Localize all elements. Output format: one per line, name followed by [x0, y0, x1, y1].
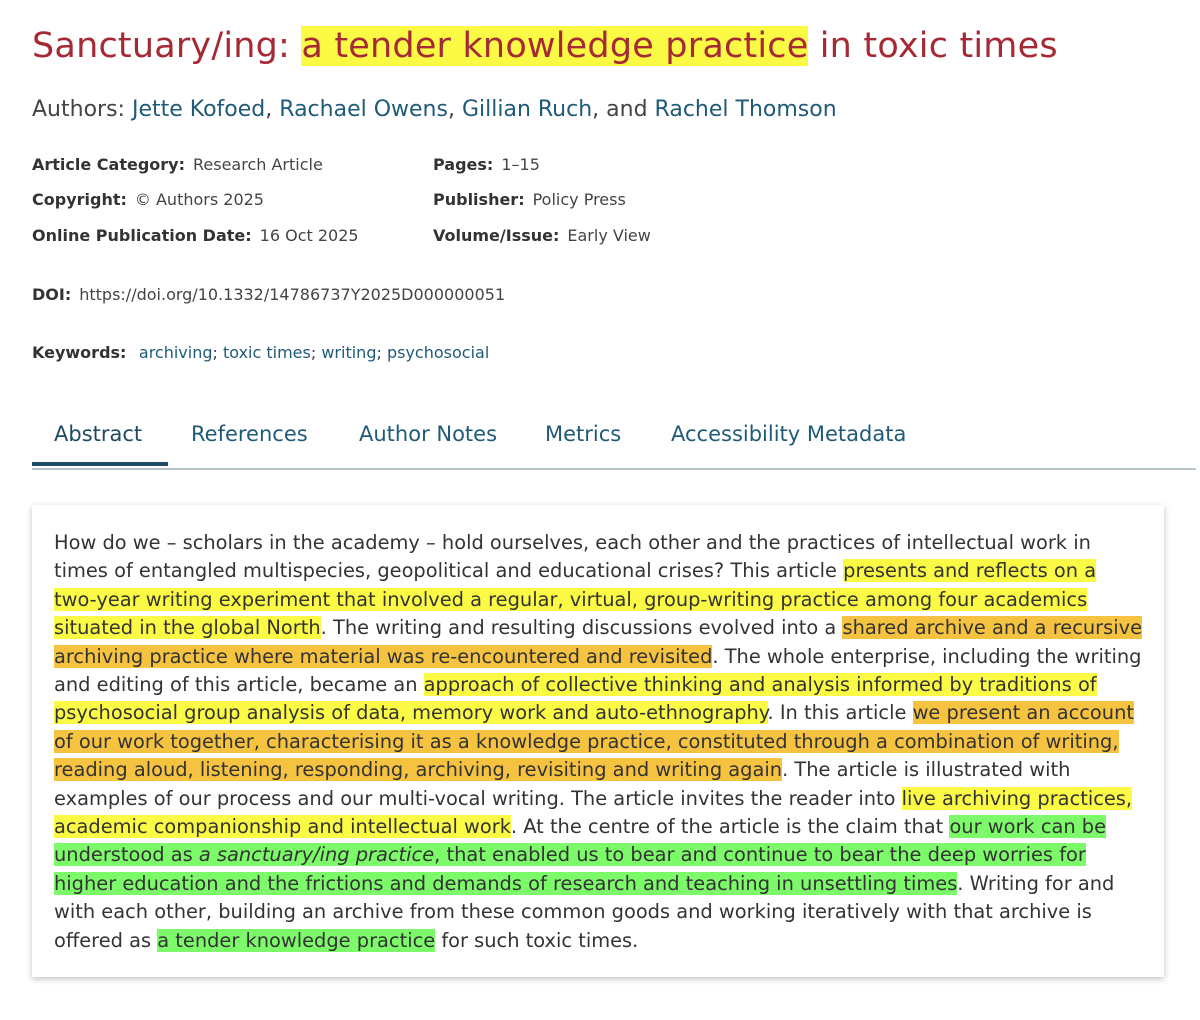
article-tabs [32, 400, 1196, 470]
title-highlight: a tender knowledge practice [301, 26, 809, 66]
abstract-segment: . At the centre of the article is the claim that [510, 815, 950, 839]
meta-keywords [32, 343, 489, 363]
abstract-segment: . The article is illustrated with examples of our process and our multi-vocal writing. The article invites the reader into [54, 758, 1071, 810]
author-separator: , [447, 97, 462, 122]
author-link-owens[interactable]: Rachael Owens [279, 97, 448, 122]
pubdate-label: Online Publication Date: [32, 226, 252, 245]
pages-label: Pages: [433, 155, 494, 174]
tab-author-notes[interactable]: Author Notes [359, 422, 498, 446]
category-value: Research Article [193, 155, 323, 174]
abstract-highlight-green-italic: a sanctuary/ing practice [198, 843, 435, 867]
pubdate-value: 16 Oct 2025 [259, 226, 359, 245]
category-label: Article Category: [32, 155, 185, 174]
abstract-segment: . The writing and resulting discussions evolved into a [320, 616, 843, 640]
abstract-segment: How do we – scholars in the academy – hold ourselves, each other and the practices of intellectual work in times of entangled multispecies, geopolitical and educational crises? This article [54, 531, 1091, 583]
tab-references[interactable]: References [191, 422, 308, 446]
article-title [32, 26, 1058, 66]
authors-line [32, 97, 837, 122]
keyword-link-archiving[interactable]: archiving [138, 343, 213, 362]
copyright-value: © Authors 2025 [134, 190, 264, 209]
tab-metrics[interactable]: Metrics [545, 422, 622, 446]
tab-abstract[interactable]: Abstract [54, 422, 143, 446]
title-text: Sanctuary/ing: [32, 26, 302, 66]
tab-accessibility-metadata[interactable]: Accessibility Metadata [671, 422, 907, 446]
abstract-highlight-orange: shared archive and a recursive archiving practice where material was re-encountered and revisited [54, 616, 1143, 668]
abstract-highlight-green: a tender knowledge practice [157, 928, 436, 952]
active-tab-indicator [32, 462, 168, 466]
abstract-highlight-yellow: approach of collective thinking and analysis informed by traditions of psychosocial group analysis of data, memory work and auto-ethnography [54, 673, 1097, 725]
author-link-ruch[interactable]: Gillian Ruch [461, 97, 593, 122]
abstract-highlight-green: , that enabled us to bear and continue to bear the deep worries for higher education and the frictions and demands of research and teaching in unsettling times [54, 843, 1086, 895]
keyword-link-toxic-times[interactable]: toxic times [223, 343, 311, 362]
title-text-end: in toxic times [808, 26, 1058, 66]
abstract-segment: . In this article [767, 701, 913, 725]
meta-pubdate [32, 226, 359, 246]
abstract-segment: for such toxic times. [435, 928, 639, 952]
meta-doi [32, 285, 505, 305]
abstract-segment: . Writing for and with each other, building an archive from these common goods and working iteratively with that archive is offered as [54, 871, 1115, 952]
doi-link[interactable]: https://doi.org/10.1332/14786737Y2025D000000051 [79, 285, 506, 304]
abstract-panel [32, 505, 1164, 977]
abstract-segment: . The whole enterprise, including the writing and editing of this article, became an [54, 644, 1142, 697]
authors-prefix: Authors: [32, 97, 125, 122]
author-separator: , and [592, 97, 655, 122]
author-link-thomson[interactable]: Rachel Thomson [654, 97, 837, 122]
meta-pages [433, 155, 540, 175]
keywords-list: archiving; toxic times; writing; psychosocial [138, 343, 490, 362]
abstract-highlight-green: our work can be understood as [54, 815, 1107, 867]
keyword-link-writing[interactable]: writing [321, 343, 377, 362]
keywords-label: Keywords: [32, 343, 127, 362]
abstract-highlight-orange: we present an account of our work together, characterising it as a knowledge practice, constituted through a combination of writing, reading aloud, listening, responding, archiving, revisiting and writing again [54, 701, 1134, 782]
keyword-link-psychosocial[interactable]: psychosocial [386, 343, 490, 362]
copyright-label: Copyright: [32, 190, 127, 209]
doi-label: DOI: [32, 285, 72, 304]
meta-category [32, 155, 323, 175]
meta-publisher [433, 190, 626, 210]
abstract-highlight-yellow: presents and reflects on a two-year writing experiment that involved a regular, virtual, group-writing practice among four academics situated in the global North [54, 559, 1097, 640]
author-separator: , [265, 97, 280, 122]
abstract-highlight-yellow: live archiving practices, academic companionship and intellectual work [54, 786, 1133, 839]
author-link-kofoed[interactable]: Jette Kofoed [131, 97, 266, 122]
volume-issue-link[interactable]: Early View [567, 226, 651, 245]
meta-volume [433, 226, 651, 246]
abstract-text [54, 529, 1144, 955]
meta-copyright [32, 190, 264, 210]
pages-value: 1–15 [501, 155, 540, 174]
volume-label: Volume/Issue: [433, 226, 560, 245]
publisher-value: Policy Press [532, 190, 626, 209]
publisher-label: Publisher: [433, 190, 525, 209]
